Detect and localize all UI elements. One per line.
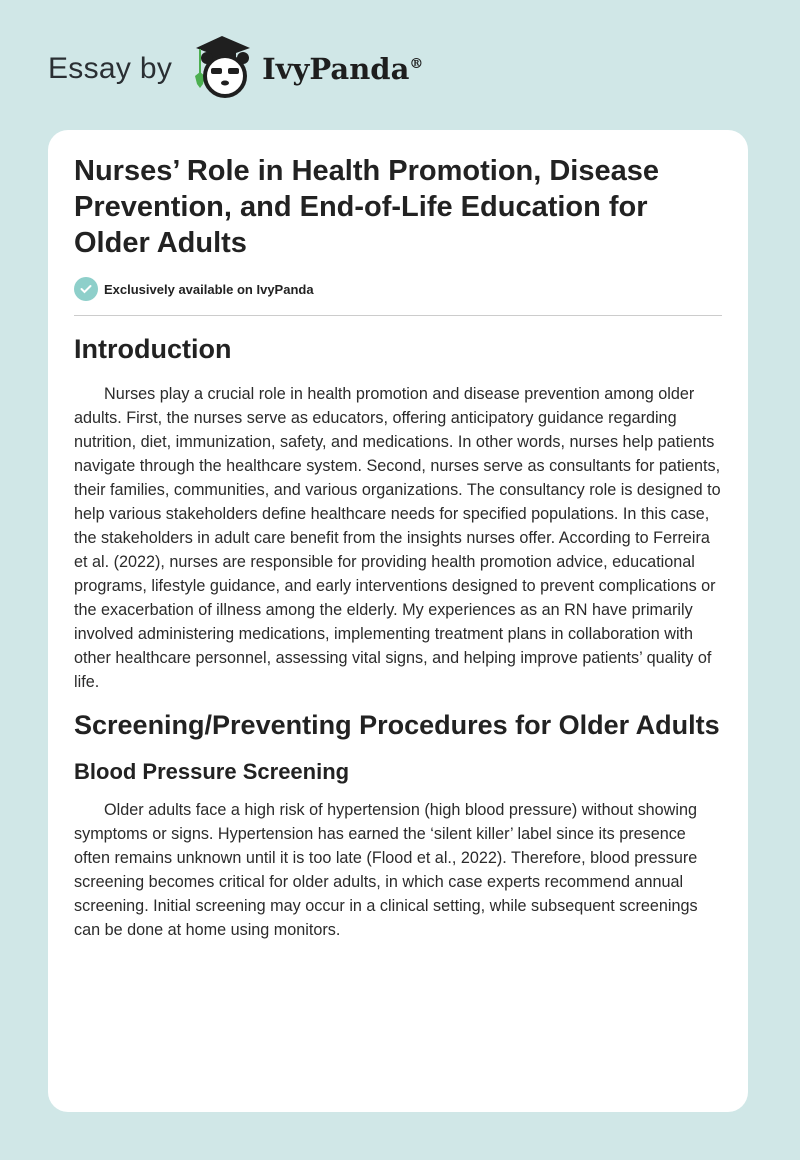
registered-mark: ® [409,56,424,72]
introduction-paragraph: Nurses play a crucial role in health promotion and disease prevention among older adults. First, the nurses serve as educators, offering anticipatory guidance regarding nutrition, diet, immunization, safety, and medications. In other words, nurses help patients navigate through the healthcare system. Second, nurses serve as consultants for patients, their families, communities, and various organizations. The consultancy role is designed to help various stakeholders define healthcare needs for specified populations. In this case, the stakeholders in adult care benefit from the insights nurses offer. According to Ferreira et al. (2022), nurses are responsible for providing health promotion advice, educational programs, lifestyle guidance, and early interventions designed to prevent complications or the exacerbation of illness among the elderly. My experiences as an RN have primarily involved administering medications, implementing treatment plans in collaboration with other healthcare personnel, assessing vital signs, and helping improve patients’ quality of life. [74,385,721,691]
essay-title: Nurses’ Role in Health Promotion, Disease Prevention, and End-of-Life Education for Older Adults [74,155,659,259]
essay-by-label: Essay by [48,52,173,85]
panda-logo-icon[interactable] [192,34,254,105]
brand-name[interactable] [262,52,423,86]
blood-pressure-paragraph: Older adults face a high risk of hypertension (high blood pressure) without showing symptoms or signs. Hypertension has earned the ‘silent killer’ label since its presence often remains unknown until it is too late (Flood et al., 2022). Therefore, blood pressure screening becomes critical for older adults, in which case experts recommend annual screening. Initial screening may occur in a clinical setting, while subsequent screenings can be done at home using monitors. [74,801,698,939]
exclusive-label: Exclusively available on IvyPanda [104,281,314,297]
exclusive-badge [74,277,722,301]
brand-text: IvyPanda [262,52,410,86]
essay-card [48,130,748,1112]
site-header [48,34,423,104]
divider [74,315,722,316]
section-heading-screening: Screening/Preventing Procedures for Older Adults [74,710,720,740]
subheading-blood-pressure: Blood Pressure Screening [74,759,350,784]
section-heading-introduction: Introduction [74,334,232,364]
check-icon [74,277,98,301]
